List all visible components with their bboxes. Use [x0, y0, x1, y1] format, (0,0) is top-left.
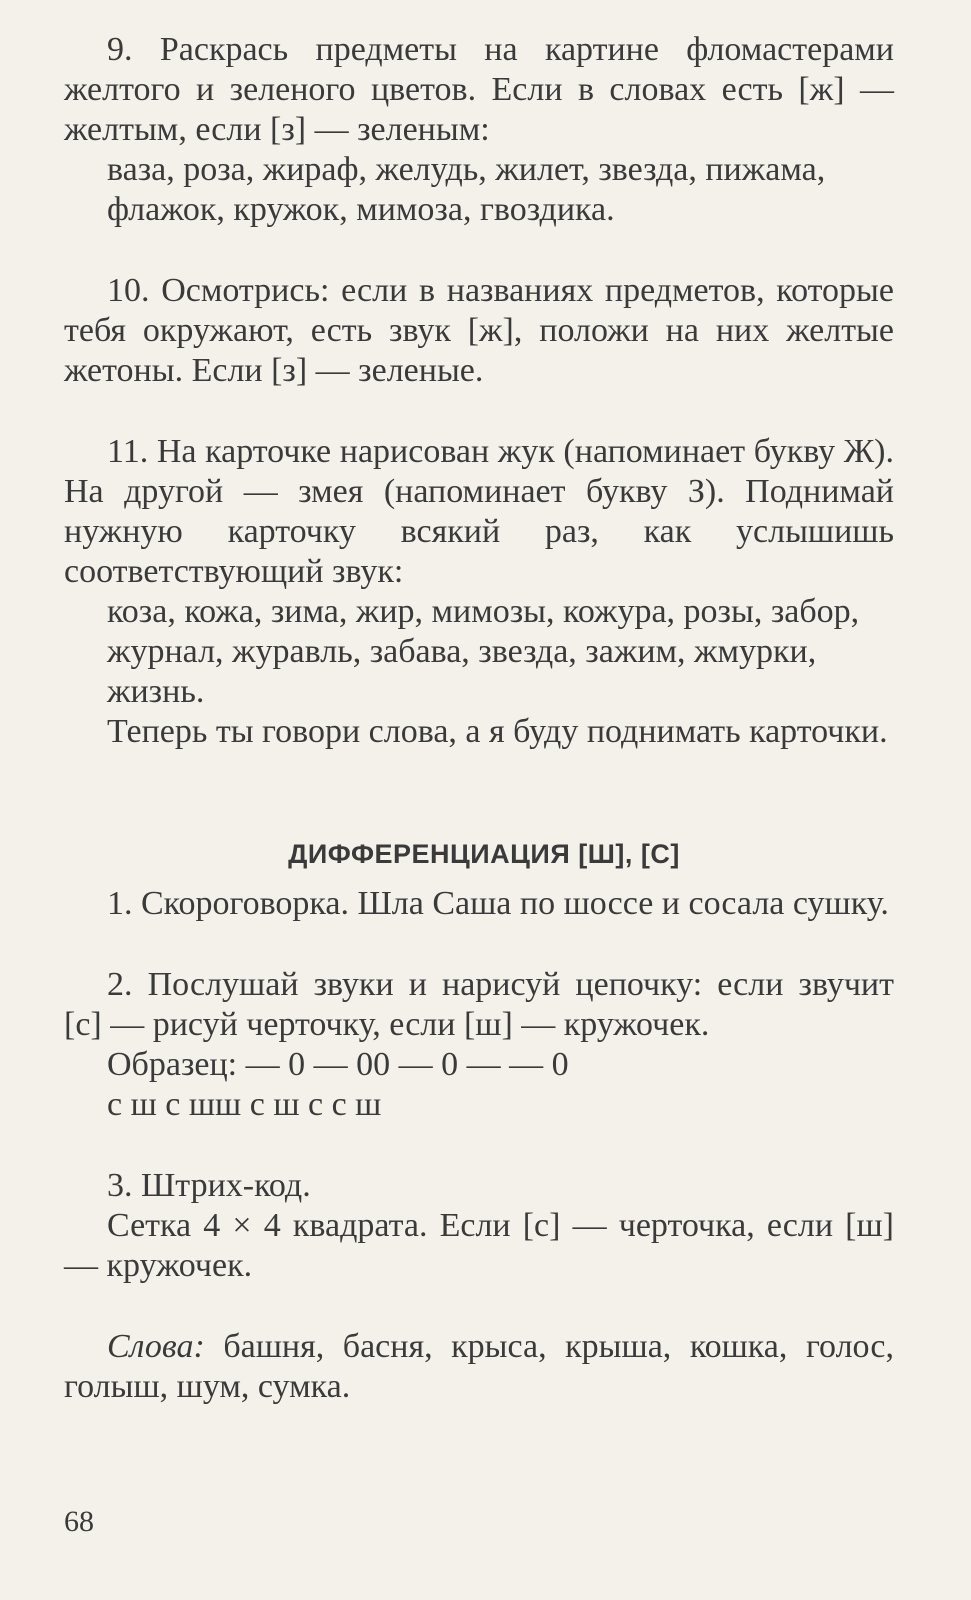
section-exercise-3-words — [64, 1327, 894, 1407]
section-exercise-2-sequence: с ш с шш с ш с с ш — [107, 1086, 382, 1123]
textbook-page — [64, 30, 894, 1570]
section-exercise-2-intro: 2. Послушай звуки и нарисуй цепочку: если звучит [с] — рисуй черточку, если [ш] — кружочек. — [64, 966, 894, 1043]
words-list: башня, басня, крыса, крыша, кошка, голос, голыш, шум, сумка. — [64, 1328, 894, 1405]
words-label: Слова: — [107, 1328, 205, 1365]
exercise-11-outro: Теперь ты говори слова, а я буду поднимать карточки. — [107, 713, 888, 750]
exercise-9-intro: 9. Раскрась предметы на картине фломастерами желтого и зеленого цветов. Если в словах есть [ж] — желтым, если [з] — зеленым: — [64, 31, 894, 148]
section-exercise-3-title: 3. Штрих-код. — [107, 1167, 311, 1204]
exercise-11-words: коза, кожа, зима, жир, мимозы, кожура, розы, забор, журнал, журавль, забава, звезда, зажим, жмурки, жизнь. — [107, 593, 860, 710]
page-number: 68 — [64, 1505, 94, 1538]
section-heading: ДИФФЕРЕНЦИАЦИЯ [Ш], [С] — [288, 839, 680, 869]
section-exercise-3-text: Сетка 4 × 4 квадрата. Если [с] — черточка, если [ш] — кружочек. — [64, 1207, 894, 1284]
section-exercise-2-sample: Образец: — 0 — 00 — 0 — — 0 — [107, 1046, 569, 1083]
exercise-9-words: ваза, роза, жираф, желудь, жилет, звезда, пижама, флажок, кружок, мимоза, гвоздика. — [107, 151, 826, 228]
exercise-10-text: 10. Осмотрись: если в названиях предметов, которые тебя окружают, есть звук [ж], положи на них желтые жетоны. Если [з] — зеленые. — [64, 272, 894, 389]
section-exercise-1: 1. Скороговорка. Шла Саша по шоссе и сосала сушку. — [107, 885, 889, 922]
exercise-11-intro: 11. На карточке нарисован жук (напоминает букву Ж). На другой — змея (напоминает букву З). Поднимай нужную карточку всякий раз, как услышишь соответствующий звук: — [64, 433, 894, 590]
